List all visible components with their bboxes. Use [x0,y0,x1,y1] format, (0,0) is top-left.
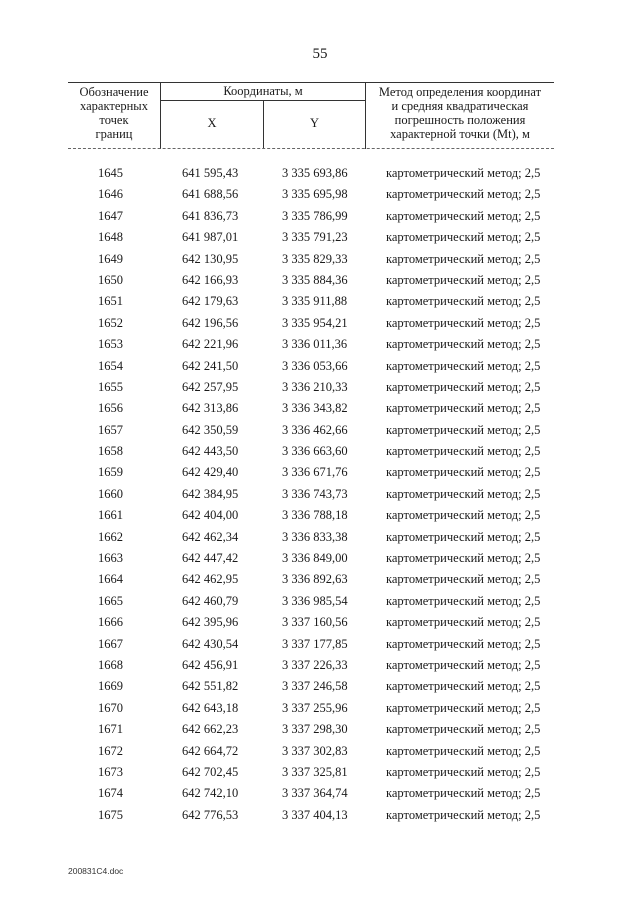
coord-x: 641 987,01 [182,230,239,245]
header-designation-line: характерных [80,99,148,113]
coord-y: 3 337 404,13 [282,807,348,822]
coord-x: 642 395,96 [182,615,239,630]
coord-y: 3 337 160,56 [282,615,348,630]
coord-x: 642 384,95 [182,486,239,501]
point-id: 1673 [98,764,123,779]
table-row [68,377,568,398]
coord-y: 3 335 791,23 [282,230,348,245]
table-row [68,805,568,826]
point-id: 1650 [98,272,123,287]
coord-x: 642 643,18 [182,700,239,715]
table-row [68,270,568,291]
table-header [68,82,554,149]
coord-y: 3 337 364,74 [282,786,348,801]
coord-x: 642 221,96 [182,337,239,352]
method-cell: картометрический метод; 2,5 [386,187,541,202]
method-cell: картометрический метод; 2,5 [386,807,541,822]
coord-x: 642 429,40 [182,465,239,480]
method-cell: картометрический метод; 2,5 [386,508,541,523]
table-row [68,484,568,505]
coord-x: 641 836,73 [182,208,239,223]
coord-y: 3 337 246,58 [282,679,348,694]
method-cell: картометрический метод; 2,5 [386,572,541,587]
table-row [68,291,568,312]
coord-x: 642 460,79 [182,593,239,608]
coord-x: 642 664,72 [182,743,239,758]
method-cell: картометрический метод; 2,5 [386,465,541,480]
point-id: 1654 [98,358,123,373]
table-row [68,249,568,270]
coord-x: 642 447,42 [182,551,239,566]
point-id: 1671 [98,722,123,737]
coord-y: 3 336 833,38 [282,529,348,544]
table-row [68,206,568,227]
coord-y: 3 336 343,82 [282,401,348,416]
coord-x: 642 241,50 [182,358,239,373]
coord-x: 642 257,95 [182,379,239,394]
method-cell: картометрический метод; 2,5 [386,230,541,245]
coord-x: 642 662,23 [182,722,239,737]
method-cell: картометрический метод; 2,5 [386,615,541,630]
point-id: 1663 [98,551,123,566]
point-id: 1665 [98,593,123,608]
coord-x: 642 742,10 [182,786,239,801]
table-row [68,441,568,462]
point-id: 1651 [98,294,123,309]
point-id: 1653 [98,337,123,352]
header-method-line: Метод определения координат [378,85,542,99]
method-cell: картометрический метод; 2,5 [386,679,541,694]
point-id: 1666 [98,615,123,630]
point-id: 1652 [98,315,123,330]
coord-y: 3 336 985,54 [282,593,348,608]
method-cell: картометрический метод; 2,5 [386,743,541,758]
table-row [68,313,568,334]
coord-y: 3 335 954,21 [282,315,348,330]
coord-x: 642 462,34 [182,529,239,544]
point-id: 1657 [98,422,123,437]
header-coordinates-title: Координаты, м [161,83,365,101]
page-number: 55 [312,46,328,62]
coord-x: 642 462,95 [182,572,239,587]
coord-x: 642 179,63 [182,294,239,309]
table-body [68,163,568,826]
method-cell: картометрический метод; 2,5 [386,379,541,394]
table-row [68,356,568,377]
coord-x: 642 551,82 [182,679,239,694]
method-cell: картометрический метод; 2,5 [386,315,541,330]
coord-y: 3 335 884,36 [282,272,348,287]
point-id: 1672 [98,743,123,758]
coord-y: 3 336 011,36 [282,337,348,352]
header-method [366,83,554,141]
header-method-line: и средняя квадратическая [391,99,529,113]
point-id: 1649 [98,251,123,266]
method-cell: картометрический метод; 2,5 [386,251,541,266]
point-id: 1675 [98,807,123,822]
coord-y: 3 335 911,88 [282,294,348,309]
method-cell: картометрический метод; 2,5 [386,722,541,737]
coord-x: 641 688,56 [182,187,239,202]
coord-y: 3 337 302,83 [282,743,348,758]
table-row [68,227,568,248]
table-row [68,698,568,719]
point-id: 1645 [98,166,123,180]
header-x: X [161,101,264,149]
footer-filename: 200831C4.doc [68,866,124,876]
method-cell: картометрический метод; 2,5 [386,272,541,287]
method-cell: картометрический метод; 2,5 [386,422,541,437]
coord-y: 3 336 892,63 [282,572,348,587]
point-id: 1661 [98,508,123,523]
table-row [68,569,568,590]
coord-y: 3 336 788,18 [282,508,348,523]
coord-x: 642 776,53 [182,807,239,822]
coord-y: 3 336 663,60 [282,444,348,459]
method-cell: картометрический метод; 2,5 [386,700,541,715]
method-cell: картометрический метод; 2,5 [386,551,541,566]
method-cell: картометрический метод; 2,5 [386,166,541,180]
header-y: Y [309,116,320,130]
point-id: 1655 [98,379,123,394]
coord-y: 3 336 743,73 [282,486,348,501]
coord-y: 3 336 462,66 [282,422,348,437]
coord-x: 642 350,59 [182,422,239,437]
coord-x: 642 702,45 [182,764,239,779]
method-cell: картометрический метод; 2,5 [386,764,541,779]
method-cell: картометрический метод; 2,5 [386,657,541,672]
point-id: 1674 [98,786,123,801]
point-id: 1664 [98,572,123,587]
header-method-line: погрешность положения [394,113,526,127]
method-cell: картометрический метод; 2,5 [386,358,541,373]
coord-y: 3 337 298,30 [282,722,348,737]
header-method-line: характерной точки (Mt), м [390,127,530,141]
point-id: 1656 [98,401,123,416]
coord-x: 642 196,56 [182,315,239,330]
header-coordinates [160,83,366,149]
coord-y: 3 337 325,81 [282,764,348,779]
table-row [68,505,568,526]
method-cell: картометрический метод; 2,5 [386,337,541,352]
coord-y: 3 337 255,96 [282,700,348,715]
point-id: 1667 [98,636,123,651]
point-id: 1670 [98,700,123,715]
coord-y: 3 335 695,98 [282,187,348,202]
table-row [68,462,568,483]
coord-x: 642 130,95 [182,251,239,266]
coord-y: 3 336 849,00 [282,551,348,566]
table-row [68,398,568,419]
header-divider [68,148,554,149]
coord-x: 642 430,54 [182,636,239,651]
coord-x: 642 443,50 [182,444,239,459]
point-id: 1659 [98,465,123,480]
method-cell: картометрический метод; 2,5 [386,401,541,416]
table-row [68,334,568,355]
method-cell: картометрический метод; 2,5 [386,294,541,309]
table-row [68,163,568,184]
table-row [68,719,568,740]
method-cell: картометрический метод; 2,5 [386,529,541,544]
table-row [68,676,568,697]
table-row [68,527,568,548]
point-id: 1647 [98,208,123,223]
header-designation-line: Обозначение [79,85,149,99]
table-row [68,634,568,655]
method-cell: картометрический метод; 2,5 [386,786,541,801]
header-designation [68,83,160,141]
table-row [68,655,568,676]
point-id: 1668 [98,657,123,672]
table-row [68,783,568,804]
method-cell: картометрический метод; 2,5 [386,593,541,608]
table-row [68,591,568,612]
coord-x: 642 166,93 [182,272,239,287]
coord-x: 642 404,00 [182,508,239,523]
method-cell: картометрический метод; 2,5 [386,208,541,223]
coord-x: 642 456,91 [182,657,239,672]
method-cell: картометрический метод; 2,5 [386,486,541,501]
coord-y: 3 337 226,33 [282,657,348,672]
coord-y: 3 335 786,99 [282,208,348,223]
table-row [68,612,568,633]
point-id: 1648 [98,230,123,245]
table-row [68,741,568,762]
table-row [68,762,568,783]
coord-y: 3 335 693,86 [282,166,348,180]
table-row [68,548,568,569]
coord-y: 3 336 671,76 [282,465,348,480]
coord-y: 3 336 053,66 [282,358,348,373]
table-row [68,420,568,441]
coord-y: 3 337 177,85 [282,636,348,651]
coord-x: 641 595,43 [182,166,239,180]
point-id: 1658 [98,444,123,459]
coord-x: 642 313,86 [182,401,239,416]
method-cell: картометрический метод; 2,5 [386,444,541,459]
point-id: 1662 [98,529,123,544]
header-designation-line: точек [99,113,129,127]
method-cell: картометрический метод; 2,5 [386,636,541,651]
point-id: 1660 [98,486,123,501]
point-id: 1669 [98,679,123,694]
point-id: 1646 [98,187,123,202]
coord-y: 3 336 210,33 [282,379,348,394]
table-row [68,184,568,205]
header-designation-line: границ [95,127,133,141]
coord-y: 3 335 829,33 [282,251,348,266]
